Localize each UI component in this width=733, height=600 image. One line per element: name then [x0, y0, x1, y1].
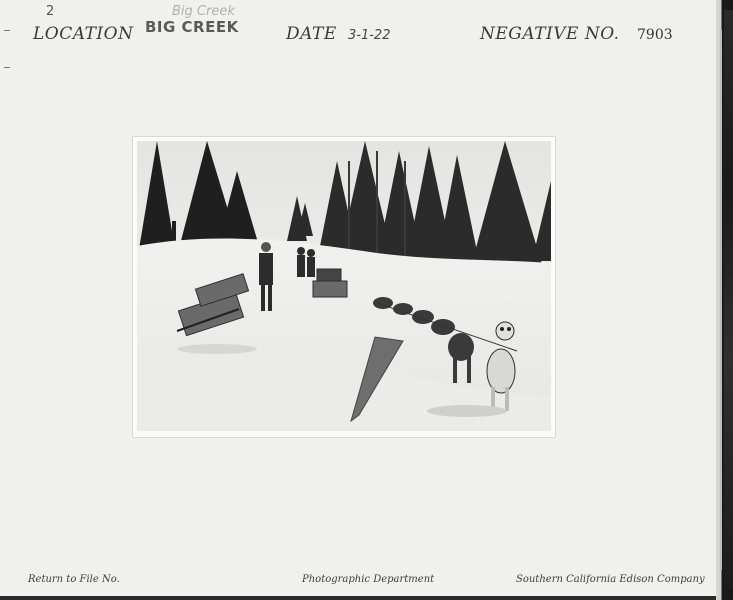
date-label: DATE: [286, 24, 337, 44]
film-edge: [724, 10, 733, 590]
footer-return-to-file: Return to File No.: [28, 574, 120, 585]
footer-company: Southern California Edison Company: [516, 574, 705, 585]
edge-tick: [4, 30, 10, 31]
footer-department: Photographic Department: [302, 574, 435, 585]
corner-number: 2: [46, 4, 55, 19]
mounted-photograph: [132, 136, 556, 438]
location-pencil-note: Big Creek: [172, 4, 235, 19]
edge-tick: [4, 67, 10, 68]
negative-number: 7903: [637, 27, 673, 43]
date-value: 3-1-22: [348, 28, 391, 43]
location-value: BIG CREEK: [145, 18, 239, 36]
dog-sled-photo: [137, 141, 551, 431]
scan-edge-marks: [720, 30, 722, 570]
negative-label: NEGATIVE NO.: [480, 24, 620, 44]
scan-edge-strip: [716, 0, 733, 600]
location-label: LOCATION: [33, 24, 134, 44]
